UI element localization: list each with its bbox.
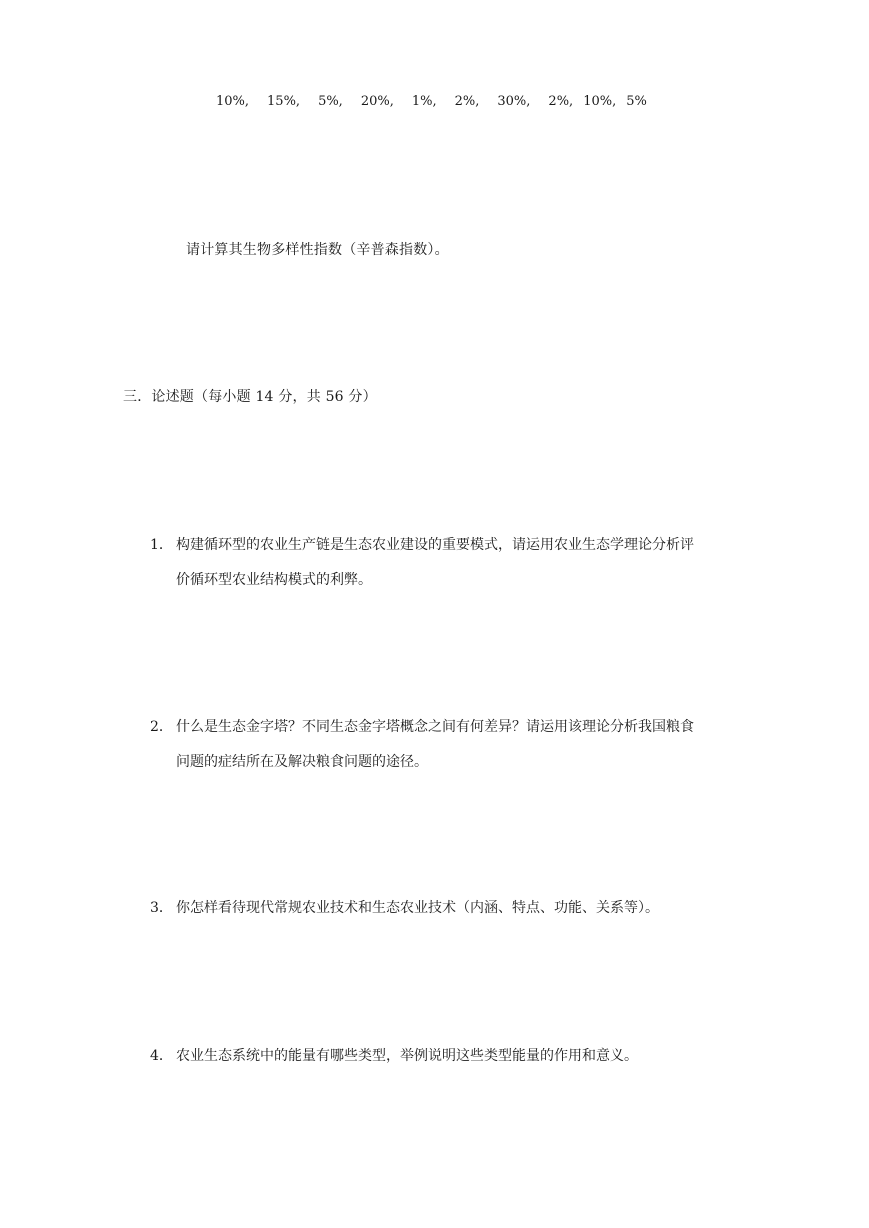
question-number: 2． (150, 719, 173, 735)
percentage-value: 2%, (548, 94, 574, 109)
question-number: 4． (150, 1048, 173, 1064)
percentage-value: 2%, (454, 94, 480, 109)
percentage-value: 10%, (583, 94, 617, 109)
percentage-value: 20%, (360, 94, 394, 109)
question-text-line: 构建循环型的农业生产链是生态农业建设的重要模式，请运用农业生态学理论分析评 (176, 537, 694, 553)
question-text-line: 农业生态系统中的能量有哪些类型，举例说明这些类型能量的作用和意义。 (176, 1048, 638, 1064)
question-number: 1． (150, 537, 173, 553)
percentage-list (216, 92, 647, 112)
question-number: 3． (150, 900, 173, 916)
question-text-line: 价循环型农业结构模式的利弊。 (176, 572, 372, 588)
percentage-value: 30%, (497, 94, 531, 109)
instruction-text: 请计算其生物多样性指数（辛普森指数）。 (186, 242, 449, 258)
section-title: 三．论述题（每小题 14 分，共 56 分） (123, 389, 377, 405)
question-text-line: 什么是生态金字塔？不同生态金字塔概念之间有何差异？请运用该理论分析我国粮食 (176, 719, 694, 735)
question-text-line: 你怎样看待现代常规农业技术和生态农业技术（内涵、特点、功能、关系等）。 (176, 900, 659, 916)
percentage-value: 5% (626, 94, 647, 109)
percentage-value: 1%, (411, 94, 437, 109)
percentage-value: 10%, (216, 94, 250, 109)
question-text-line: 问题的症结所在及解决粮食问题的途径。 (176, 754, 428, 770)
percentage-value: 5%, (318, 94, 343, 109)
percentage-value: 15%, (267, 94, 301, 109)
